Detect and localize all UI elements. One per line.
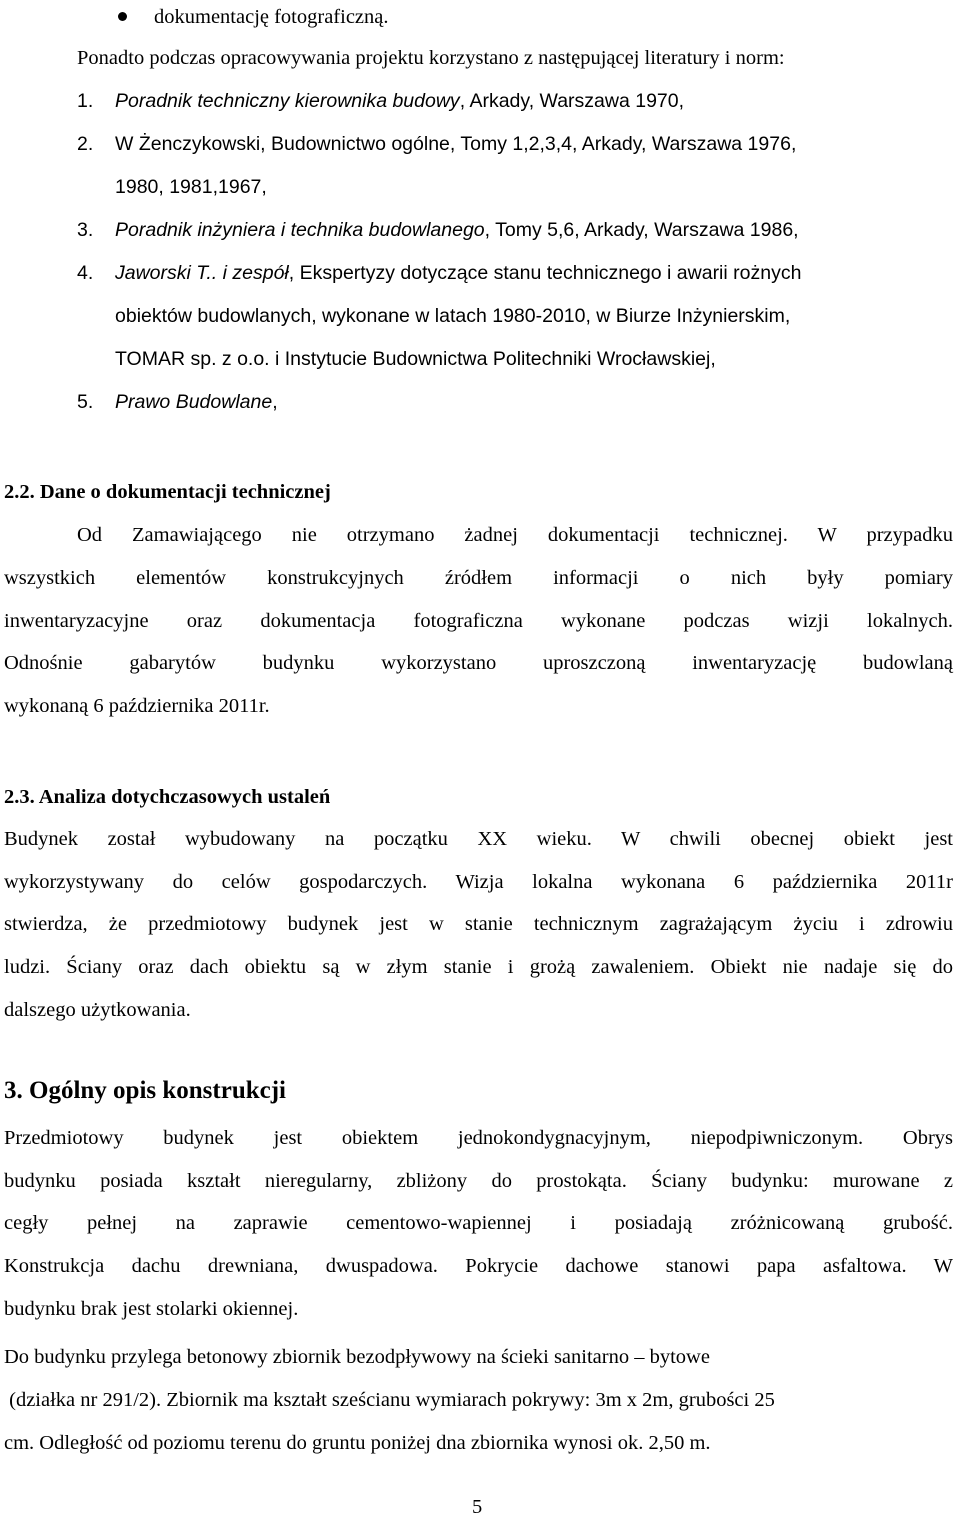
literature-item-title: Poradnik techniczny kierownika budowy [115,90,460,112]
literature-item-details: , [272,391,278,413]
bullet-item-text: dokumentację fotograficzną. [154,6,389,28]
literature-item-number: 3. [77,219,94,241]
literature-item-title: Jaworski T.. i zespół [115,262,289,284]
section-heading-3: 3. Ogólny opis konstrukcji [4,1077,287,1104]
literature-item-number: 1. [77,90,94,112]
paragraph-line: wykorzystywany do celów gospodarczych. Wizja lokalna wykonana 6 października 2011r [4,870,953,893]
paragraph-line: wszystkich elementów konstrukcyjnych źródłem informacji o nich były pomiary [4,567,953,589]
page-number: 5 [472,1496,483,1518]
section-2-2-line-1: Od Zamawiającego nie otrzymano żadnej dokumentacji technicznej. W przypadku [77,524,953,546]
literature-item-4-cont-1: obiektów budowlanych, wykonane w latach 1980-2010, w Biurze Inżynierskim, [115,305,791,327]
paragraph-line: Konstrukcja dachu drewniana, dwuspadowa. Pokrycie dachowe stanowi papa asfaltowa. W [4,1255,953,1278]
literature-item-5 [77,389,278,415]
bullet-icon [118,12,127,21]
section-3-para2-line-3: cm. Odległość od poziomu terenu do gruntu poniżej dna zbiornika wynosi ok. 2,50 m. [4,1432,711,1454]
literature-item-1 [77,88,684,114]
section-heading-2-2: 2.2. Dane o dokumentacji technicznej [4,481,331,503]
literature-item-number: 2. [77,133,94,155]
literature-item-4 [77,260,801,286]
section-heading-2-3: 2.3. Analiza dotychczasowych ustaleń [4,786,331,808]
paragraph-line: Odnośnie gabarytów budynku wykorzystano uproszczoną inwentaryzację budowlaną [4,652,953,675]
literature-item-title: Prawo Budowlane [115,391,273,413]
section-2-2-body [4,565,953,736]
literature-item-details: , Arkady, Warszawa 1970, [459,90,685,112]
literature-item-number: 5. [77,391,94,413]
literature-item-number: 4. [77,262,94,284]
literature-item-text: W Żenczykowski, Budownictwo ogólne, Tomy 1,2,3,4, Arkady, Warszawa 1976, [115,133,797,155]
section-3-body [4,1125,953,1338]
paragraph-line: dalszego użytkowania. [4,998,191,1021]
literature-item-4-cont-2: TOMAR sp. z o.o. i Instytucie Budownictwa Politechniki Wrocławskiej, [115,348,716,370]
section-2-3-body [4,826,953,1039]
paragraph-line: ludzi. Ściany oraz dach obiektu są w złym stanie i grożą zawaleniem. Obiekt nie nadaje się do [4,956,953,979]
literature-item-title: Poradnik inżyniera i technika budowlanego [115,219,485,241]
paragraph-line: budynku brak jest stolarki okiennej. [4,1297,299,1320]
paragraph-line: cegły pełnej na zaprawie cementowo-wapiennej i posiadają zróżnicowaną grubość. [4,1212,953,1235]
literature-item-details: , Tomy 5,6, Arkady, Warszawa 1986, [484,219,799,241]
paragraph-line: stwierdza, że przedmiotowy budynek jest w stanie technicznym zagrażającym życiu i zdrowiu [4,913,953,936]
literature-item-details: , Ekspertyzy dotyczące stanu technicznego i awarii rożnych [288,262,802,284]
paragraph-line: budynku posiada kształt nieregularny, zbliżony do prostokąta. Ściany budynku: murowane z [4,1169,953,1192]
paragraph-line: Budynek został wybudowany na początku XX wieku. W chwili obecnej obiekt jest [4,828,953,850]
paragraph-line: Przedmiotowy budynek jest obiektem jednokondygnacyjnym, niepodpiwniczonym. Obrys [4,1127,953,1149]
section-3-para2-line-2: (działka nr 291/2). Zbiornik ma kształt sześcianu wymiarach pokrywy: 3m x 2m, grubości 25 [4,1389,775,1411]
paragraph-line: wykonaną 6 października 2011r. [4,695,270,718]
literature-intro: Ponadto podczas opracowywania projektu korzystano z następującej literatury i norm: [77,47,785,69]
literature-item-2-cont: 1980, 1981,1967, [115,176,267,198]
section-3-para2-line-1: Do budynku przylega betonowy zbiornik bezodpływowy na ścieki sanitarno – bytowe [4,1346,710,1368]
literature-item-2 [77,131,796,157]
paragraph-line: inwentaryzacyjne oraz dokumentacja fotograficzna wykonane podczas wizji lokalnych. [4,609,953,632]
literature-item-3 [77,217,799,243]
